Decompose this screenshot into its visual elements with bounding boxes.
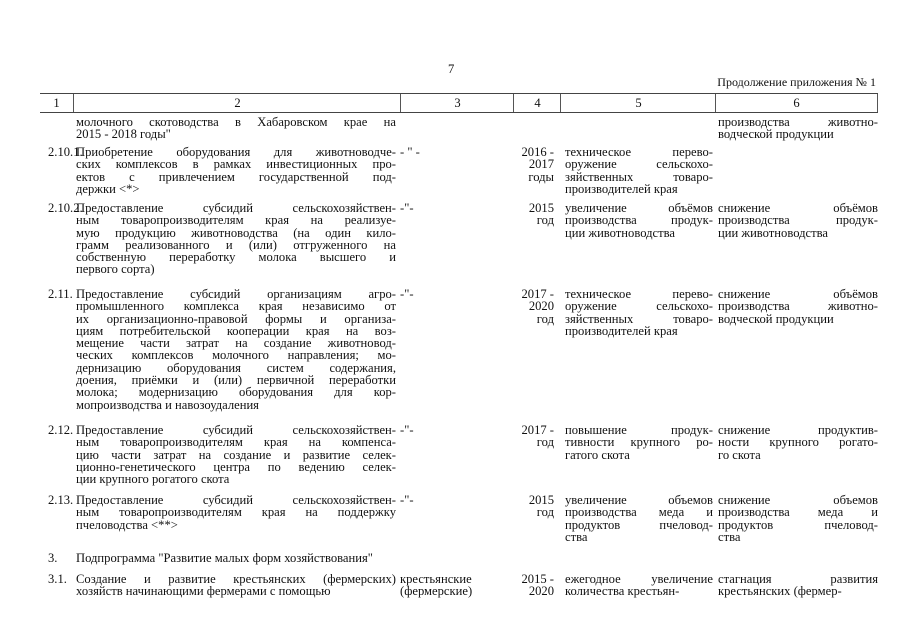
term-cell bbox=[510, 494, 554, 519]
item-number-cell: 3.1. bbox=[48, 572, 67, 586]
consequence-line: водческой продукции bbox=[718, 127, 834, 142]
consequence-line: снижение продуктив- bbox=[718, 423, 878, 437]
header-col-4: 4 bbox=[513, 94, 561, 112]
header-col-5: 5 bbox=[560, 94, 716, 112]
expected-result-line: производства меда и bbox=[565, 505, 713, 520]
consequence-line: ности крупного рогато- bbox=[718, 435, 878, 450]
item-description-line: собственную переработку молока высшего и bbox=[76, 250, 396, 265]
expected-result-line: зяйственных товаро- bbox=[565, 311, 713, 326]
executor-cell bbox=[400, 288, 500, 300]
consequence-cell bbox=[718, 202, 878, 239]
page-number: 7 bbox=[448, 62, 455, 76]
term-line: год bbox=[536, 505, 554, 520]
header-col-6: 6 bbox=[715, 94, 878, 112]
item-number-cell: 2.11. bbox=[48, 287, 73, 301]
item-number-cell: 2.13. bbox=[48, 493, 74, 507]
expected-result-cell bbox=[565, 202, 713, 239]
item-description-cell bbox=[76, 424, 396, 485]
item-number-cell: 2.10.1. bbox=[48, 145, 83, 159]
executor-line: -"- bbox=[400, 423, 414, 437]
item-description-line: Предоставление субсидий сельскохозяйствен- bbox=[76, 423, 396, 437]
executor-cell bbox=[400, 146, 500, 158]
item-description-line: молока; модернизацию оборудования для кор- bbox=[76, 385, 396, 400]
item-description-line: ционно-генетического центра по ведению селек- bbox=[76, 459, 396, 474]
consequence-line: снижение объемов bbox=[718, 493, 878, 507]
expected-result-line: оружение сельскохо- bbox=[565, 157, 713, 172]
term-line: 2015 - bbox=[521, 572, 554, 586]
consequence-line: производства меда и bbox=[718, 505, 878, 520]
expected-result-line: техническое перево- bbox=[565, 287, 713, 301]
consequence-cell bbox=[718, 424, 878, 461]
item-description-line: ции крупного рогатого скота bbox=[76, 472, 230, 487]
header-col-1: 1 bbox=[53, 96, 60, 110]
table-header bbox=[40, 93, 878, 113]
item-description-line: 2015 - 2018 годы" bbox=[76, 127, 171, 142]
item-description-line: Предоставление субсидий сельскохозяйствен- bbox=[76, 201, 396, 215]
item-description-cell bbox=[76, 494, 396, 531]
item-number-cell: 3. bbox=[48, 551, 58, 565]
executor-line: - " - bbox=[400, 145, 420, 159]
consequence-line: водческой продукции bbox=[718, 311, 834, 326]
item-description-cell bbox=[76, 202, 396, 276]
item-description-line: пчеловодства <**> bbox=[76, 517, 178, 532]
executor-line: -"- bbox=[400, 287, 414, 301]
expected-result-line: производителей края bbox=[565, 323, 678, 338]
item-description-cell bbox=[76, 288, 396, 411]
term-line: год bbox=[536, 311, 554, 326]
item-description-line: циям потребительской кооперации края на воз- bbox=[76, 323, 396, 338]
term-line: 2016 - bbox=[521, 145, 554, 159]
consequence-cell bbox=[718, 116, 878, 141]
consequence-line: производства животно- bbox=[718, 115, 878, 129]
expected-result-line: повышение продук- bbox=[565, 423, 713, 437]
item-description-line: мопроизводства и навозоудаления bbox=[76, 397, 259, 412]
expected-result-line: увеличение объемов bbox=[565, 493, 713, 507]
expected-result-line: производителей края bbox=[565, 181, 678, 196]
executor-line: (фермерские) bbox=[400, 584, 473, 599]
expected-result-cell bbox=[565, 573, 713, 598]
executor-cell bbox=[400, 202, 500, 214]
consequence-line: производства продук- bbox=[718, 213, 878, 228]
term-line: годы bbox=[528, 169, 554, 184]
consequence-line: крестьянских (фермер- bbox=[718, 584, 842, 599]
term-line: 2020 bbox=[528, 584, 554, 599]
consequence-line: продуктов пчеловод- bbox=[718, 517, 878, 532]
expected-result-line: тивности крупного ро- bbox=[565, 435, 713, 450]
item-description-line: хозяйств начинающими фермерами с помощью bbox=[76, 584, 331, 599]
term-line: 2020 bbox=[528, 299, 554, 314]
executor-line: -"- bbox=[400, 201, 414, 215]
term-line: 2015 bbox=[528, 201, 554, 215]
item-description-cell bbox=[76, 552, 396, 564]
item-description-line: первого сорта) bbox=[76, 262, 155, 277]
expected-result-line: увеличение объёмов bbox=[565, 201, 713, 215]
item-description-line: Подпрограмма "Развитие малых форм хозяйствования" bbox=[76, 551, 373, 565]
item-description-line: Создание и развитие крестьянских (фермерских) bbox=[76, 572, 396, 586]
item-description-cell bbox=[76, 573, 396, 598]
expected-result-line: количества крестьян- bbox=[565, 584, 680, 599]
item-description-line: их организационно-правовой формы и организа- bbox=[76, 311, 396, 326]
executor-cell bbox=[400, 424, 500, 436]
expected-result-line: производства продук- bbox=[565, 213, 713, 228]
executor-line: крестьянские bbox=[400, 572, 472, 586]
header-col-3: 3 bbox=[400, 94, 514, 112]
header-col-2: 2 bbox=[73, 94, 401, 112]
consequence-cell bbox=[718, 494, 878, 543]
expected-result-cell bbox=[565, 494, 713, 543]
continuation-label: Продолжение приложения № 1 bbox=[717, 75, 876, 89]
term-cell bbox=[510, 288, 554, 325]
item-description-line: мую продукцию животноводства (на один кило- bbox=[76, 225, 396, 240]
term-line: 2017 bbox=[528, 157, 554, 172]
term-cell bbox=[510, 202, 554, 227]
executor-line: -"- bbox=[400, 493, 414, 507]
consequence-line: го скота bbox=[718, 447, 761, 462]
expected-result-line: гатого скота bbox=[565, 447, 630, 462]
item-description-cell bbox=[76, 146, 396, 195]
item-description-line: Приобретение оборудования для животноводче- bbox=[76, 145, 396, 159]
term-line: год bbox=[536, 213, 554, 228]
consequence-line: ции животноводства bbox=[718, 225, 829, 240]
item-description-line: доения, приёмки и (или) первичной переработки bbox=[76, 373, 396, 388]
item-description-line: ектов с привлечением государственной под- bbox=[76, 169, 396, 184]
term-line: 2017 - bbox=[521, 287, 554, 301]
consequence-line: снижение объёмов bbox=[718, 287, 878, 301]
item-description-line: ческих комплексов молочного направления; мо- bbox=[76, 348, 396, 363]
item-description-line: ских комплексов в рамках инвестиционных про- bbox=[76, 157, 396, 172]
consequence-line: стагнация развития bbox=[718, 572, 878, 586]
consequence-line: ства bbox=[718, 529, 741, 544]
item-description-line: мещение части затрат на создание животновод- bbox=[76, 336, 396, 351]
term-cell bbox=[510, 573, 554, 598]
expected-result-line: техническое перево- bbox=[565, 145, 713, 159]
expected-result-line: продуктов пчеловод- bbox=[565, 517, 713, 532]
consequence-cell bbox=[718, 573, 878, 598]
term-cell bbox=[510, 424, 554, 449]
item-description-line: промышленного комплекса края независимо от bbox=[76, 299, 396, 314]
item-description-line: Предоставление субсидий организациям агро- bbox=[76, 287, 396, 301]
expected-result-line: ежегодное увеличение bbox=[565, 572, 713, 586]
term-cell bbox=[510, 146, 554, 183]
expected-result-line: оружение сельскохо- bbox=[565, 299, 713, 314]
item-description-line: цию части затрат на создание и развитие селек- bbox=[76, 447, 396, 462]
expected-result-cell bbox=[565, 146, 713, 195]
executor-cell bbox=[400, 573, 500, 598]
expected-result-cell bbox=[565, 288, 713, 337]
consequence-cell bbox=[718, 288, 878, 325]
item-description-line: Предоставление субсидий сельскохозяйствен- bbox=[76, 493, 396, 507]
item-description-line: грамм реализованного и (или) отгруженного на bbox=[76, 237, 396, 252]
item-description-line: ным товаропроизводителям края на реализуе- bbox=[76, 213, 396, 228]
item-number-cell: 2.12. bbox=[48, 423, 74, 437]
item-description-line: дернизацию оборудования систем содержания, bbox=[76, 360, 396, 375]
consequence-line: производства животно- bbox=[718, 299, 878, 314]
item-description-line: держки <*> bbox=[76, 181, 140, 196]
item-number-cell: 2.10.2. bbox=[48, 201, 83, 215]
expected-result-line: ства bbox=[565, 529, 588, 544]
expected-result-line: зяйственных товаро- bbox=[565, 169, 713, 184]
item-description-line: ным товаропроизводителям края на компенса- bbox=[76, 435, 396, 450]
term-line: 2017 - bbox=[521, 423, 554, 437]
item-description-cell bbox=[76, 116, 396, 141]
term-line: год bbox=[536, 435, 554, 450]
executor-cell bbox=[400, 494, 500, 506]
term-line: 2015 bbox=[528, 493, 554, 507]
expected-result-cell bbox=[565, 424, 713, 461]
expected-result-line: ции животноводства bbox=[565, 225, 676, 240]
item-description-line: молочного скотоводства в Хабаровском крае на bbox=[76, 115, 396, 129]
item-description-line: ным товаропроизводителям края на поддержку bbox=[76, 505, 396, 520]
consequence-line: снижение объёмов bbox=[718, 201, 878, 215]
